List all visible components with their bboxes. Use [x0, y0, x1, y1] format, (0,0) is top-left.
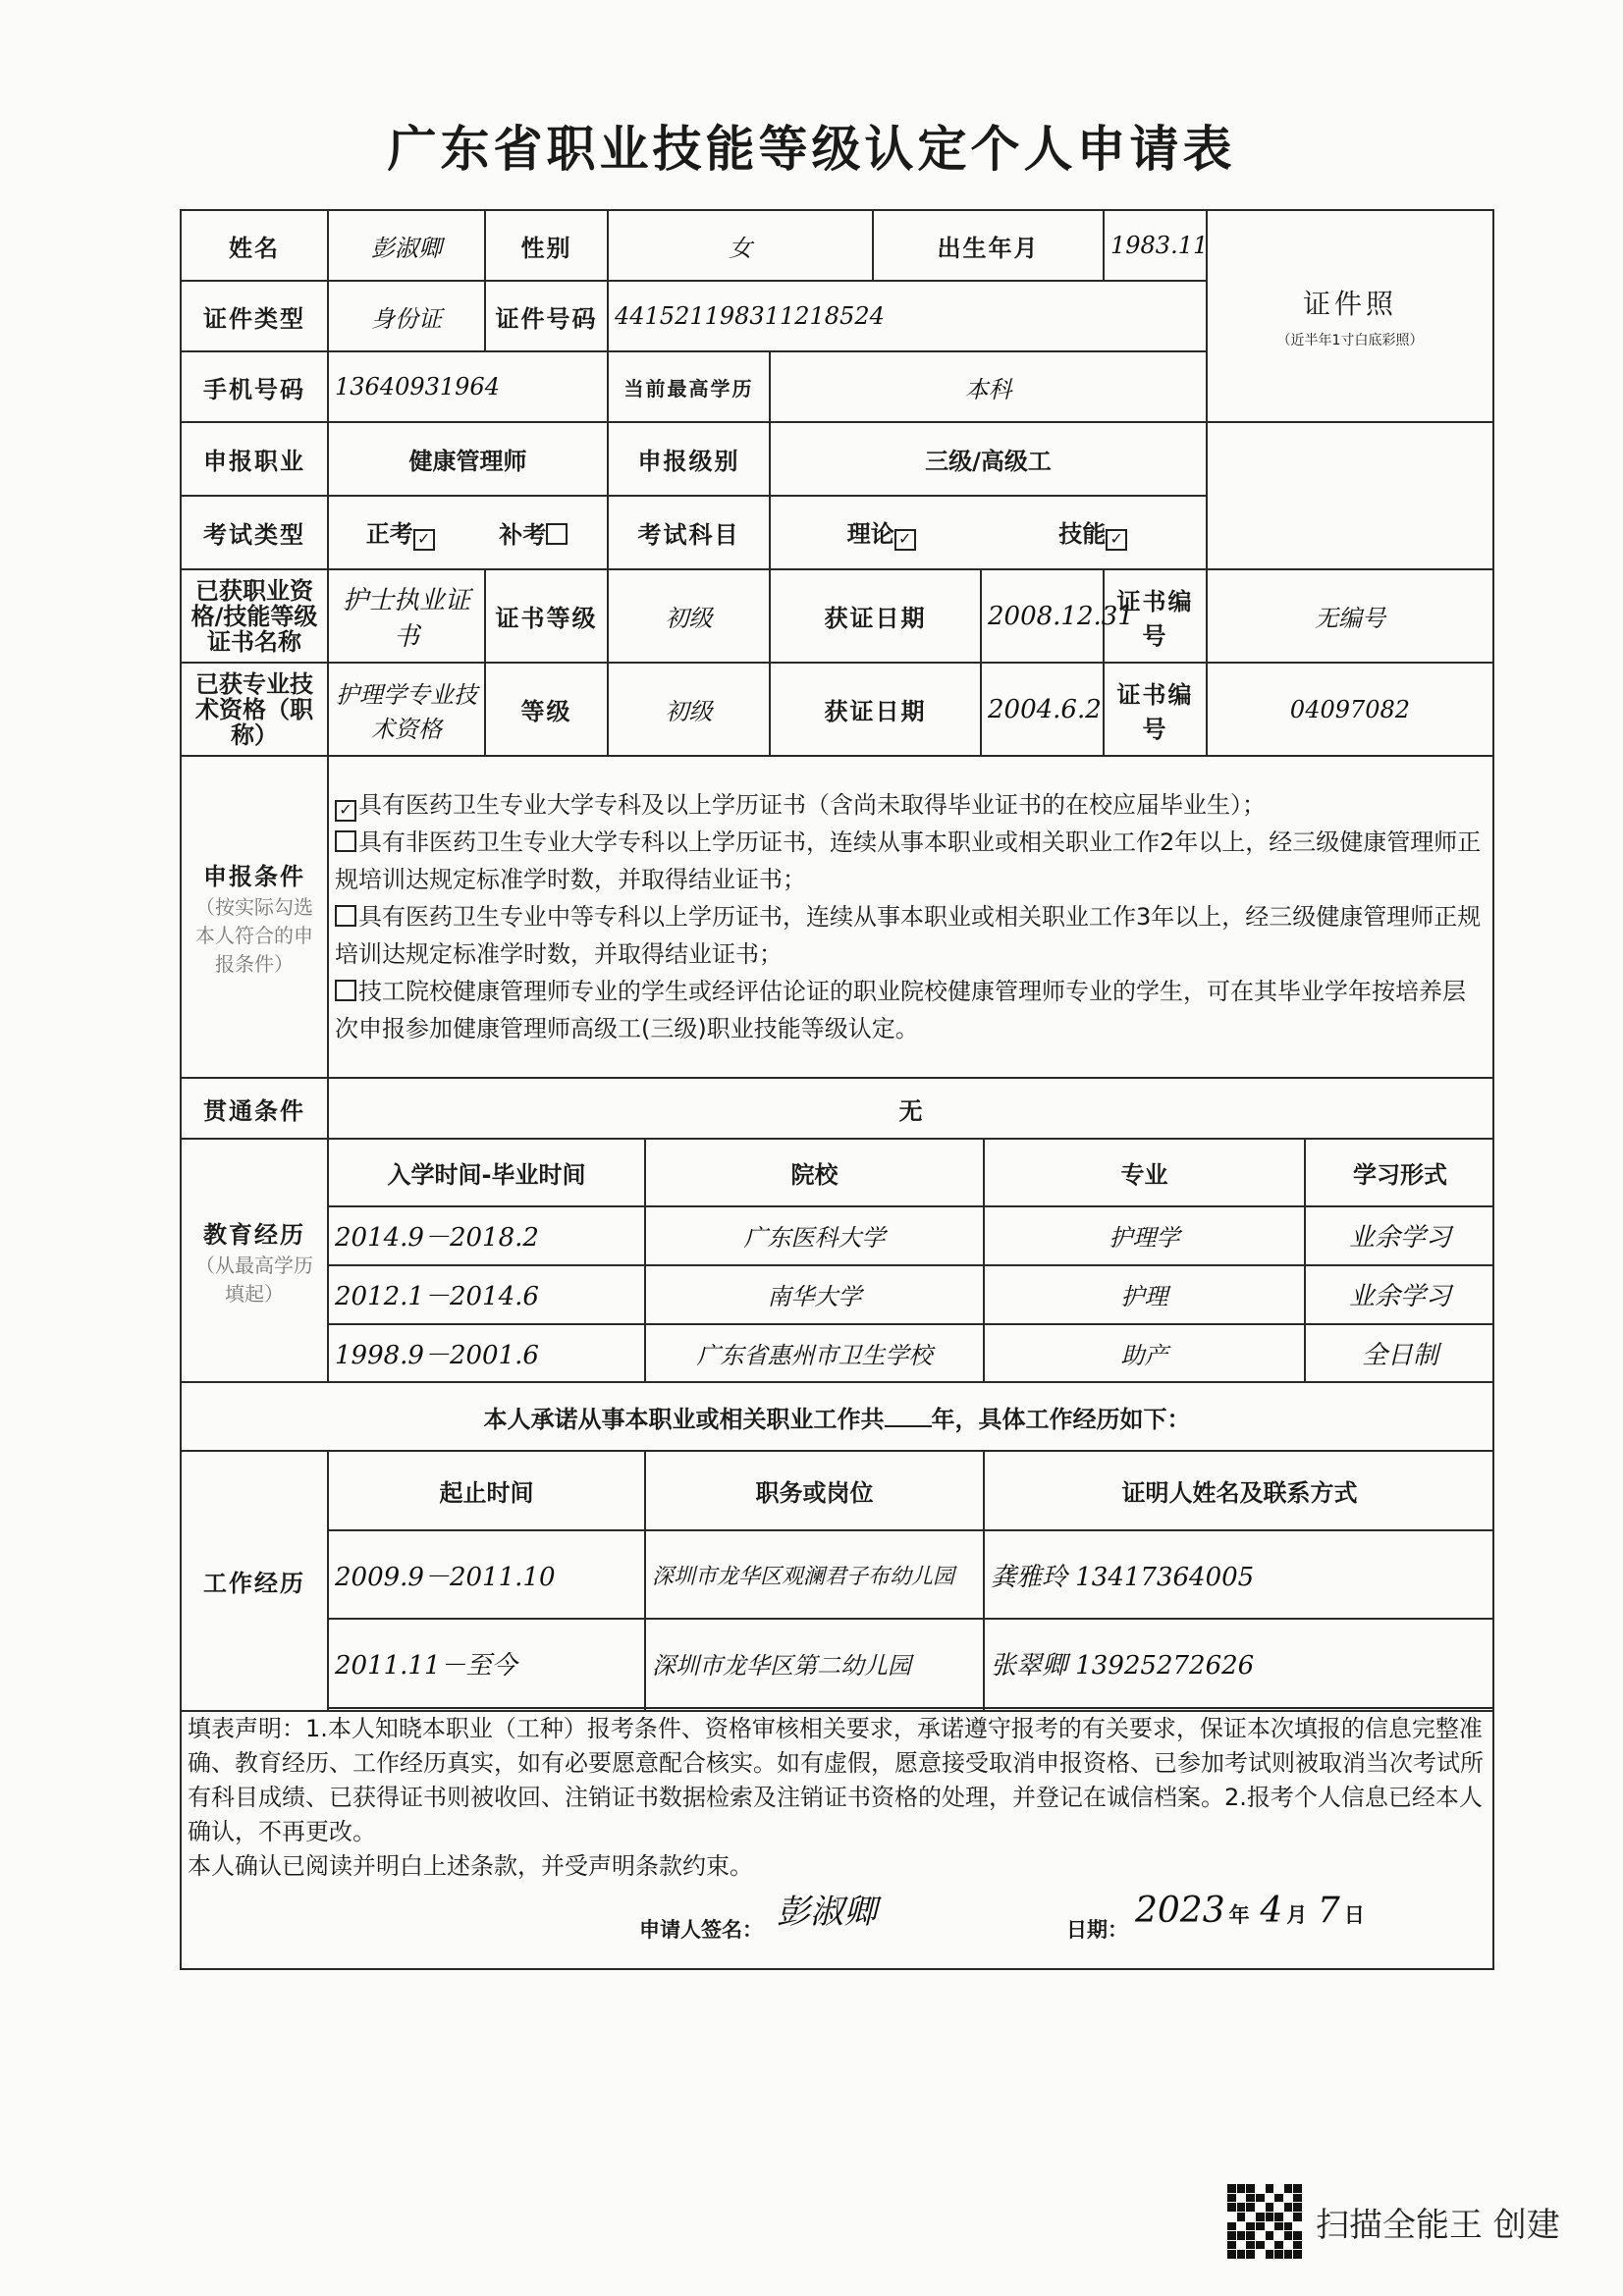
edu-school: 广东医科大学	[645, 1206, 984, 1265]
cert2-grade-label: 等级	[485, 663, 608, 756]
conditions-list	[328, 756, 1493, 1078]
row-cert-1	[181, 569, 1493, 663]
cert1-date-label: 获证日期	[770, 569, 981, 663]
education-label: 当前最高学历	[608, 351, 770, 422]
condition-checkbox-4[interactable]	[335, 980, 356, 1001]
work-promise-before: 本人承诺从事本职业或相关职业工作共	[483, 1405, 885, 1433]
edu-history-note: （从最高学历填起）	[195, 1253, 313, 1306]
makeup-exam-option[interactable]	[499, 515, 569, 550]
exam-type-label: 考试类型	[181, 496, 328, 569]
work-header-position: 职务或岗位	[645, 1452, 984, 1530]
form-title: 广东省职业技能等级认定个人申请表	[387, 120, 1236, 178]
work-years-blank[interactable]	[885, 1425, 932, 1427]
date-month: 4	[1260, 1891, 1283, 1931]
condition-text-3: 具有医药卫生专业中等专科以上学历证书，连续从事本职业或相关职业工作3年以上，经三级健康管理师正规培训达规定标准学时数，并取得结业证书；	[335, 903, 1482, 968]
table-row	[329, 1206, 1494, 1265]
condition-item	[335, 824, 1487, 898]
blank-cell	[1207, 422, 1493, 569]
row-through	[181, 1078, 1493, 1139]
edu-major: 护理学	[984, 1206, 1305, 1265]
row-cert-2	[181, 663, 1493, 756]
condition-checkbox-3[interactable]	[335, 905, 356, 927]
cert2-name: 护理学专业技术资格	[328, 663, 485, 756]
birth-label: 出生年月	[873, 210, 1104, 281]
edu-history-label: 教育经历	[203, 1220, 305, 1249]
work-promise-after: 年，具体工作经历如下：	[931, 1405, 1191, 1433]
photo-box	[1207, 210, 1493, 422]
declaration-text: 填表声明：1.本人知晓本职业（工种）报考条件、资格审核相关要求，承诺遵守报考的有关要求，保证本次填报的信息完整准确、教育经历、工作经历真实，如有必要愿意配合核实。如有虚假，愿意接受取消申报资格、已参加考试则被取消当次考试所有科目成绩、已获得证书则被收回、注销证书数据检索及注销证书资格的处理，并登记在诚信档案。2.报考个人信息已经本人确认，不再更改。	[188, 1715, 1484, 1845]
id-number-label: 证件号码	[485, 281, 608, 351]
qr-code-icon	[1227, 2184, 1302, 2259]
makeup-exam-label: 补考	[499, 521, 547, 549]
education-table	[329, 1140, 1494, 1381]
education-value: 本科	[770, 351, 1207, 422]
skill-checkbox[interactable]: ✓	[1106, 529, 1127, 551]
birth-value: 1983.11	[1104, 210, 1207, 281]
work-position: 深圳市龙华区观澜君子布幼儿园	[645, 1530, 984, 1619]
table-row	[329, 1619, 1494, 1707]
level-label: 申报级别	[608, 422, 770, 496]
exam-subject-label: 考试科目	[608, 496, 770, 569]
work-header-reference: 证明人姓名及联系方式	[984, 1452, 1494, 1530]
condition-item	[335, 973, 1487, 1047]
edu-mode: 业余学习	[1305, 1206, 1494, 1265]
through-label: 贯通条件	[181, 1078, 328, 1139]
work-period: 2011.11－至今	[329, 1619, 645, 1707]
cert2-label: 已获专业技术资格（职称）	[181, 663, 328, 756]
row-occupation	[181, 422, 1493, 496]
work-reference: 张翠卿 13925272626	[984, 1619, 1494, 1707]
name-label: 姓名	[181, 210, 328, 281]
signature-value: 彭淑卿	[777, 1893, 877, 1932]
cert1-name: 护士执业证书	[328, 569, 485, 663]
condition-text-1: 具有医药卫生专业大学专科及以上学历证书（含尚未取得毕业证书的在校应届毕业生）；	[358, 791, 1266, 819]
cert1-number: 无编号	[1207, 569, 1493, 663]
application-form	[180, 209, 1494, 1970]
occupation-value: 健康管理师	[328, 422, 608, 496]
edu-mode: 全日制	[1305, 1324, 1494, 1381]
work-reference	[984, 1708, 1494, 1710]
work-period: 2009.9－2011.10	[329, 1530, 645, 1619]
regular-exam-option[interactable]	[366, 514, 437, 551]
cert1-level-label: 证书等级	[485, 569, 608, 663]
cert2-number: 04097082	[1207, 663, 1493, 756]
theory-option[interactable]	[847, 514, 918, 551]
theory-label: 理论	[846, 520, 894, 548]
level-value: 三级/高级工	[770, 422, 1207, 496]
conditions-note: （按实际勾选本人符合的申报条件）	[195, 895, 313, 976]
work-header-row	[329, 1452, 1494, 1530]
edu-period: 2014.9－2018.2	[329, 1206, 645, 1265]
id-type-value: 身份证	[328, 281, 485, 351]
exam-type-options	[328, 496, 608, 569]
edu-header-major: 专业	[984, 1140, 1305, 1206]
work-history-label: 工作经历	[181, 1451, 328, 1711]
photo-subtitle: （近半年1寸白底彩照）	[1276, 333, 1424, 348]
row-work-promise	[181, 1382, 1493, 1451]
edu-school: 南华大学	[645, 1265, 984, 1324]
date-label: 日期：	[1066, 1918, 1128, 1942]
cert2-number-label: 证书编号	[1104, 663, 1207, 756]
signature-label: 申请人签名：	[639, 1918, 763, 1942]
skill-label: 技能	[1058, 520, 1107, 548]
exam-subject-options	[770, 496, 1207, 569]
phone-label: 手机号码	[181, 351, 328, 422]
declaration-cell	[181, 1711, 1493, 1969]
condition-checkbox-2[interactable]	[335, 830, 356, 852]
edu-school: 广东省惠州市卫生学校	[645, 1324, 984, 1381]
condition-item	[335, 898, 1487, 973]
signature-row	[188, 1884, 1487, 1968]
date-month-unit: 月	[1286, 1903, 1308, 1927]
condition-text-4: 技工院校健康管理师专业的学生或经评估论证的职业院校健康管理师专业的学生，可在其毕业学年按培养层次申报参加健康管理师高级工(三级)职业技能等级认定。	[335, 978, 1466, 1042]
conditions-label-cell	[181, 756, 328, 1078]
through-value: 无	[328, 1078, 1493, 1139]
table-row	[329, 1530, 1494, 1619]
signature-date	[1135, 1891, 1369, 1933]
work-promise	[181, 1382, 1493, 1451]
cert2-level: 初级	[608, 663, 770, 756]
work-table-cell	[328, 1451, 1493, 1711]
edu-major: 护理	[984, 1265, 1305, 1324]
phone-value: 13640931964	[328, 351, 608, 422]
education-header-row	[329, 1140, 1494, 1206]
cert1-date: 2008.12.31	[981, 569, 1104, 663]
name-value: 彭淑卿	[328, 210, 485, 281]
conditions-label: 申报条件	[203, 863, 305, 890]
cert2-date: 2004.6.2	[981, 663, 1104, 756]
regular-exam-label: 正考	[365, 520, 413, 548]
condition-checkbox-1[interactable]: ✓	[335, 800, 356, 822]
gender-value: 女	[608, 210, 873, 281]
occupation-label: 申报职业	[181, 422, 328, 496]
date-day: 7	[1317, 1891, 1340, 1931]
table-row	[329, 1708, 1494, 1710]
cert1-level: 初级	[608, 569, 770, 663]
theory-checkbox[interactable]: ✓	[894, 529, 916, 551]
work-position	[645, 1708, 984, 1710]
id-number-value: 441521198311218524	[608, 281, 1207, 351]
id-type-label: 证件类型	[181, 281, 328, 351]
brand-text: 扫描全能王 创建	[1316, 2205, 1560, 2245]
row-work	[181, 1451, 1493, 1711]
condition-text-2: 具有非医药卫生专业大学专科以上学历证书，连续从事本职业或相关职业工作2年以上，经三级健康管理师正规培训达规定标准学时数，并取得结业证书；	[335, 828, 1482, 893]
edu-period: 1998.9－2001.6	[329, 1324, 645, 1381]
cert1-label: 已获职业资格/技能等级证书名称	[181, 569, 328, 663]
row-basic-info	[181, 210, 1493, 281]
row-conditions	[181, 756, 1493, 1078]
row-declaration	[181, 1711, 1493, 1969]
edu-header-mode: 学习形式	[1305, 1140, 1494, 1206]
edu-header-period: 入学时间-毕业时间	[329, 1140, 645, 1206]
gender-label: 性别	[485, 210, 608, 281]
work-reference: 龚雅玲 13417364005	[984, 1530, 1494, 1619]
makeup-exam-checkbox[interactable]	[546, 523, 568, 545]
row-education	[181, 1139, 1493, 1382]
skill-option[interactable]	[1058, 514, 1129, 551]
edu-period: 2012.1－2014.6	[329, 1265, 645, 1324]
edu-mode: 业余学习	[1305, 1265, 1494, 1324]
education-table-cell	[328, 1139, 1493, 1382]
work-header-period: 起止时间	[329, 1452, 645, 1530]
table-row	[329, 1265, 1494, 1324]
condition-item	[335, 786, 1487, 824]
table-row	[329, 1324, 1494, 1381]
edu-major: 助产	[984, 1324, 1305, 1381]
work-position: 深圳市龙华区第二幼儿园	[645, 1619, 984, 1707]
date-year-unit: 年	[1228, 1903, 1250, 1927]
edu-header-school: 院校	[645, 1140, 984, 1206]
regular-exam-checkbox[interactable]: ✓	[413, 529, 435, 551]
cert2-date-label: 获证日期	[770, 663, 981, 756]
cert1-number-label: 证书编号	[1104, 569, 1207, 663]
scanner-watermark	[1227, 2184, 1560, 2259]
work-table	[329, 1452, 1494, 1710]
work-period	[329, 1708, 645, 1710]
date-day-unit: 日	[1343, 1903, 1365, 1927]
date-year: 2023	[1135, 1891, 1225, 1931]
declaration-confirm: 本人确认已阅读并明白上述条款，并受声明条款约束。	[188, 1852, 753, 1880]
photo-title: 证件照	[1302, 288, 1397, 320]
education-label-cell	[181, 1139, 328, 1382]
